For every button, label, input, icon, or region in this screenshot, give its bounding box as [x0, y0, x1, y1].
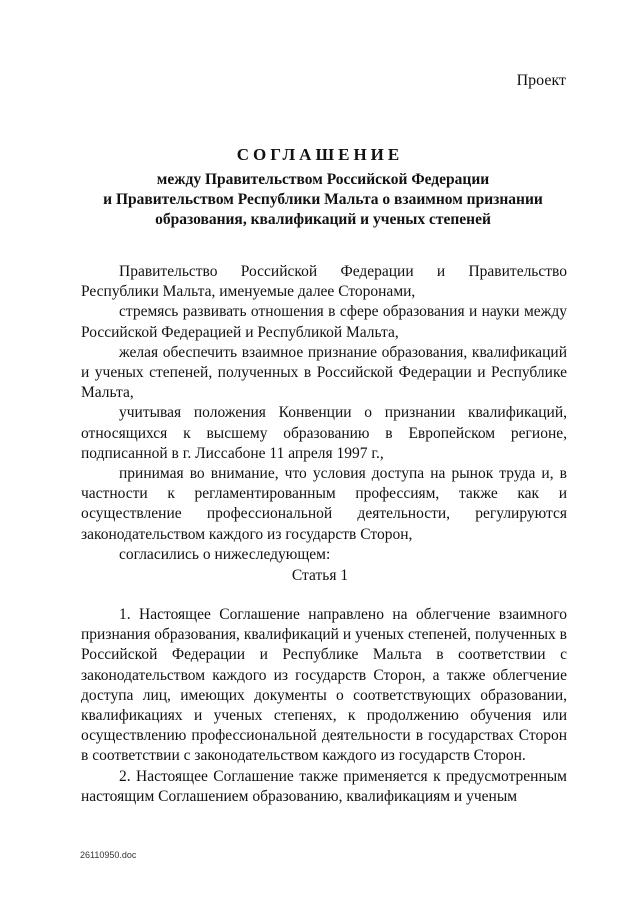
preamble-paragraph: Правительство Российской Федерации и Правительство Республики Мальта, именуемые далее Сторонами, — [81, 263, 567, 301]
preamble-paragraph: согласились о нижеследующем: — [119, 545, 331, 563]
preamble-paragraph: желая обеспечить взаимное признание образования, квалификаций и ученых степеней, полученных в Российской Федерации и Республике Мальта, — [81, 343, 567, 402]
article-paragraph: 1. Настоящее Соглашение направлено на облегчение взаимного признания образования, квалификаций и ученых степеней, полученных в Российской Федерации и Республике Мальта в соответствии с законодательством каждого из государств Сторон, а также облегчение доступа лиц, имеющих документы о соответствующих образовании, квалификациях и ученых степенях, к продолжению обучения или осуществлению профессиональной деятельности в государствах Сторон в соответствии с законодательством каждого из государств Сторон. — [81, 606, 567, 765]
footer-filename: 26110950.doc — [80, 850, 137, 860]
preamble-paragraph: принимая во внимание, что условия доступа на рынок труда и, в частности к регламентированным профессиям, также как и осуществление профессиональной деятельности, регулируются законодательством каждого из государств Сторон, — [81, 465, 567, 543]
document-title: СОГЛАШЕНИЕ — [236, 145, 404, 164]
preamble-paragraph: стремясь развивать отношения в сфере образования и науки между Российской Федерацией и Республикой Мальта, — [81, 303, 567, 341]
document-subtitle — [80, 170, 566, 230]
article-paragraph: 2. Настоящее Соглашение также применяется к предусмотренным настоящим Соглашением образованию, квалификациям и ученым — [81, 767, 567, 805]
preamble-paragraph: учитывая положения Конвенции о признании квалификаций, относящихся к высшему образованию в Европейском регионе, подписанной в г. Лиссабоне 11 апреля 1997 г., — [81, 404, 567, 462]
preamble — [81, 262, 567, 565]
subtitle-line: и Правительством Республики Мальта о взаимном признании — [103, 191, 543, 208]
subtitle-line: между Правительством Российской Федерации — [156, 171, 490, 188]
subtitle-line: образования, квалификаций и ученых степеней — [155, 211, 491, 228]
draft-status-label: Проект — [516, 72, 566, 89]
article-heading: Статья 1 — [291, 567, 349, 584]
article-body — [81, 605, 567, 807]
